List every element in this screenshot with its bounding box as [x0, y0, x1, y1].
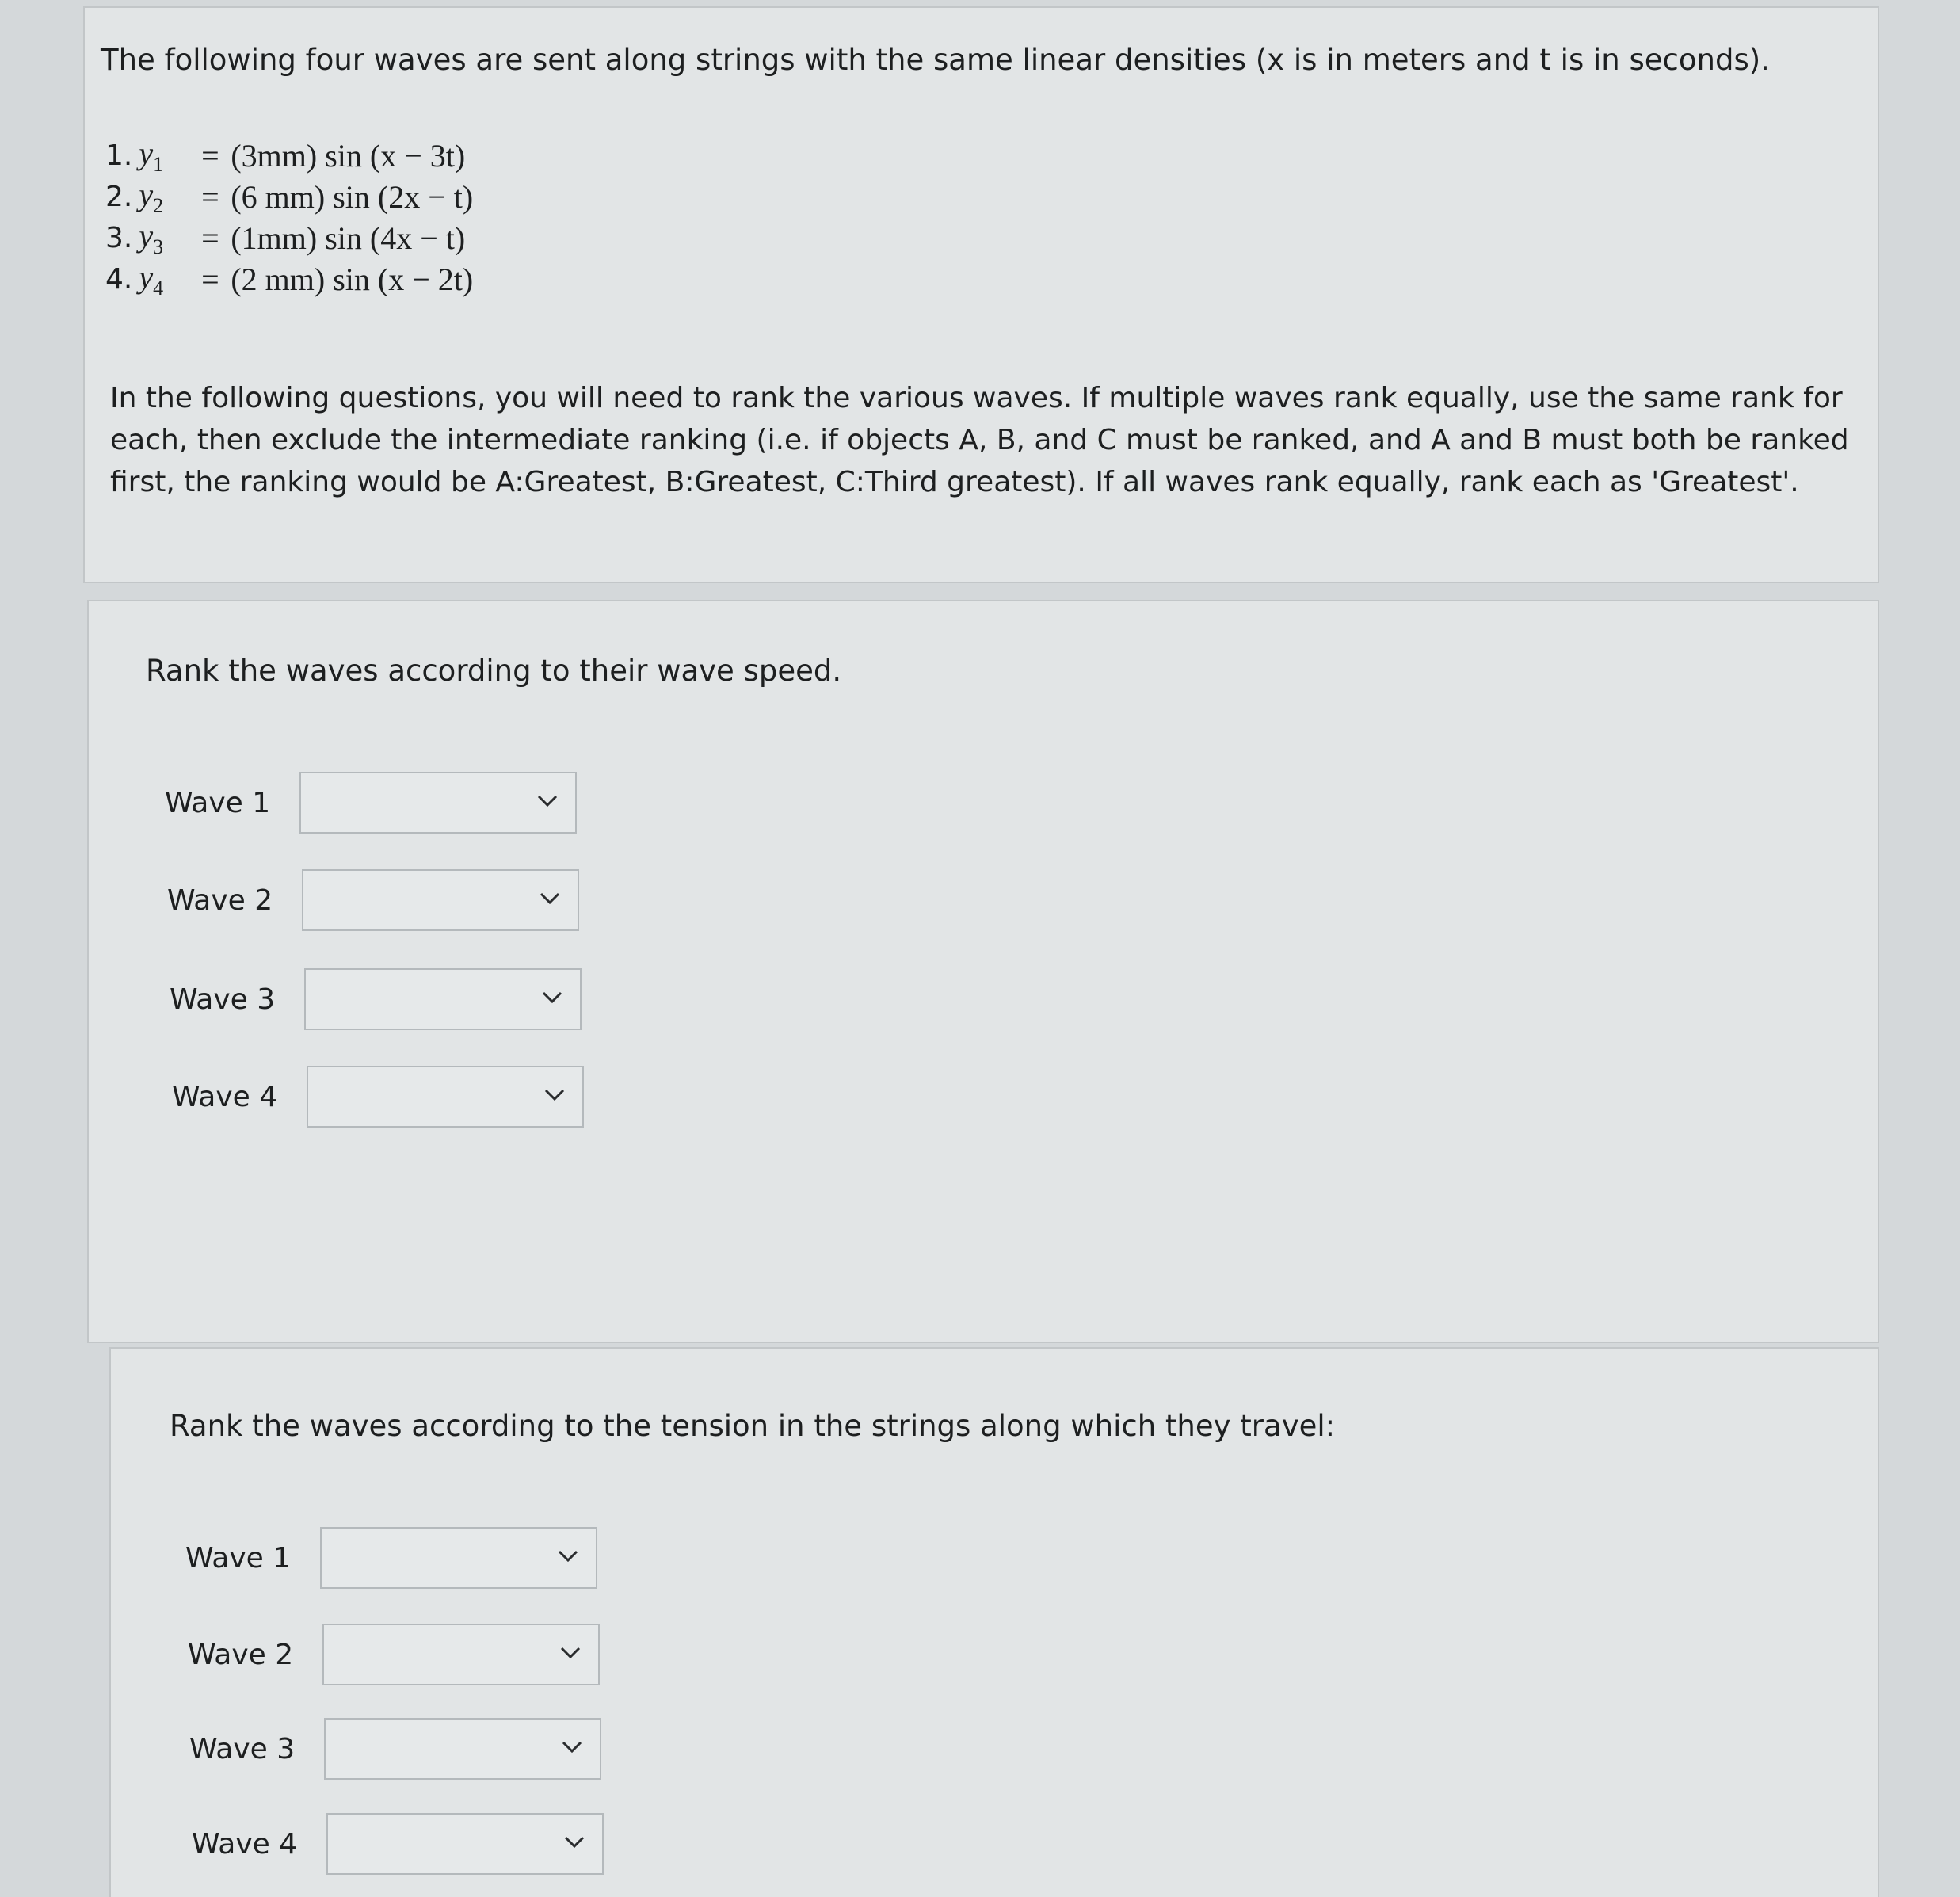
chevron-down-icon — [564, 1835, 585, 1849]
equation-2 — [105, 176, 473, 217]
equation-variable: $y_1$ — [139, 135, 164, 176]
equation-variable: $y_3$ — [139, 217, 164, 258]
chevron-down-icon — [562, 1740, 582, 1754]
tension-rank-select-wave-2[interactable] — [322, 1624, 600, 1685]
chevron-down-icon — [540, 891, 560, 906]
equation-number: 1. — [105, 139, 133, 172]
speed-rank-select-wave-2[interactable] — [302, 869, 579, 931]
equation-4 — [105, 258, 473, 300]
rank-label: Wave 4 — [192, 1827, 298, 1861]
equation-expression: (1mm) sin (4x − t) — [231, 219, 466, 256]
equation-variable: $y_2$ — [139, 176, 164, 217]
tension-question-panel — [109, 1347, 1879, 1897]
speed-rank-select-wave-3[interactable] — [304, 968, 582, 1030]
equation-3 — [105, 217, 473, 258]
rank-label: Wave 3 — [189, 1732, 296, 1765]
tension-rank-row-wave-4 — [192, 1813, 604, 1875]
equation-number: 3. — [105, 221, 133, 254]
tension-rank-row-wave-2 — [188, 1624, 600, 1685]
rank-label: Wave 1 — [165, 786, 271, 819]
rank-label: Wave 2 — [167, 884, 273, 917]
equals-sign: = — [201, 178, 219, 215]
equation-expression: (2 mm) sin (x − 2t) — [231, 261, 474, 297]
speed-rank-row-wave-2 — [167, 869, 579, 931]
rank-label: Wave 1 — [185, 1541, 292, 1574]
tension-rank-row-wave-3 — [189, 1718, 601, 1780]
problem-statement-panel — [83, 6, 1879, 583]
speed-rank-select-wave-4[interactable] — [307, 1066, 584, 1128]
chevron-down-icon — [558, 1549, 578, 1563]
equation-1 — [105, 135, 473, 176]
chevron-down-icon — [542, 990, 562, 1005]
speed-rank-row-wave-3 — [170, 968, 582, 1030]
rank-label: Wave 3 — [170, 983, 276, 1016]
rank-label: Wave 2 — [188, 1638, 294, 1671]
chevron-down-icon — [560, 1646, 581, 1660]
equals-sign: = — [201, 261, 219, 297]
equals-sign: = — [201, 219, 219, 256]
equation-number: 2. — [105, 180, 133, 213]
equation-variable: $y_4$ — [139, 258, 164, 300]
equation-list — [105, 135, 473, 300]
problem-intro-text: The following four waves are sent along strings with the same linear densities (x is in meters and t is in seconds). — [101, 43, 1770, 77]
speed-rank-row-wave-4 — [172, 1066, 584, 1128]
chevron-down-icon — [544, 1088, 565, 1102]
tension-rank-select-wave-1[interactable] — [320, 1527, 597, 1589]
tension-rank-row-wave-1 — [185, 1527, 597, 1589]
speed-rank-select-wave-1[interactable] — [299, 772, 577, 834]
rank-label: Wave 4 — [172, 1080, 278, 1113]
ranking-instructions: In the following questions, you will need to rank the various waves. If multiple waves rank equally, use the same rank for each, then exclude the intermediate ranking (i.e. if objects A, B, and C must be ranked, and A and B must both be ranked first, the ranking would be A:Greatest, B:Greatest, C:Third greatest). If all waves rank equally, rank each as 'Greatest'. — [110, 382, 1849, 498]
equals-sign: = — [201, 137, 219, 174]
equation-expression: (3mm) sin (x − 3t) — [231, 137, 466, 174]
wave-speed-prompt: Rank the waves according to their wave speed. — [146, 654, 842, 688]
speed-rank-row-wave-1 — [165, 772, 577, 834]
tension-prompt: Rank the waves according to the tension in the strings along which they travel: — [170, 1409, 1336, 1443]
tension-rank-select-wave-4[interactable] — [326, 1813, 604, 1875]
wave-speed-question-panel — [87, 600, 1879, 1343]
chevron-down-icon — [537, 794, 558, 808]
equation-expression: (6 mm) sin (2x − t) — [231, 178, 474, 215]
tension-rank-select-wave-3[interactable] — [324, 1718, 601, 1780]
equation-number: 4. — [105, 262, 133, 296]
